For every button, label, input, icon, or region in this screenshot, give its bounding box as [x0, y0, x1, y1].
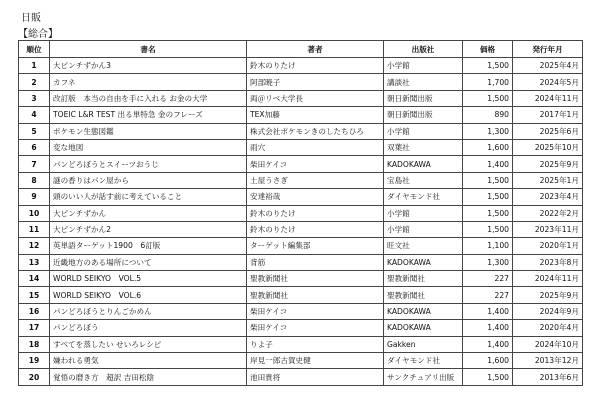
date-cell: 2024年11月 — [513, 90, 583, 106]
title-cell: 覚悟の磨き方 超訳 吉田松陰 — [50, 369, 247, 385]
document-title: 日販 — [21, 13, 41, 24]
date-cell: 2024年11月 — [513, 271, 583, 287]
date-cell: 2022年2月 — [513, 205, 583, 221]
table-row — [19, 172, 583, 188]
table-row — [19, 254, 583, 270]
publisher-cell: Gakken — [384, 336, 463, 352]
rank-cell: 8 — [19, 172, 50, 188]
rank-cell: 10 — [19, 205, 50, 221]
title-cell: 近畿地方のある場所について — [50, 254, 247, 270]
table-row — [19, 303, 583, 319]
section-title: 【総合】 — [18, 29, 58, 40]
price-cell: 1,500 — [463, 172, 513, 188]
author-cell: 雨穴 — [247, 139, 384, 155]
rank-cell: 4 — [19, 107, 50, 123]
title-cell: 頭のいい人が話す前に考えていること — [50, 189, 247, 205]
price-cell: 1,400 — [463, 336, 513, 352]
author-cell: 安達裕哉 — [247, 189, 384, 205]
author-cell: 両＠リベ大学長 — [247, 90, 384, 106]
publisher-cell: 朝日新聞出版 — [384, 107, 463, 123]
rank-cell: 13 — [19, 254, 50, 270]
price-cell: 1,400 — [463, 303, 513, 319]
rank-cell: 3 — [19, 90, 50, 106]
ranking-table — [18, 40, 583, 386]
table-row — [19, 336, 583, 352]
header-title: 書名 — [50, 41, 247, 58]
rank-cell: 1 — [19, 58, 50, 74]
rank-cell: 12 — [19, 238, 50, 254]
author-cell: 池田貴将 — [247, 369, 384, 385]
date-cell: 2013年12月 — [513, 353, 583, 369]
author-cell: りよ子 — [247, 336, 384, 352]
publisher-cell: ダイヤモンド社 — [384, 353, 463, 369]
publisher-cell: サンクチュアリ出版 — [384, 369, 463, 385]
publisher-cell: 小学館 — [384, 123, 463, 139]
title-cell: ポケモン生態図鑑 — [50, 123, 247, 139]
table-row — [19, 107, 583, 123]
author-cell: 鈴木のりたけ — [247, 58, 384, 74]
publisher-cell: 旺文社 — [384, 238, 463, 254]
price-cell: 1,700 — [463, 74, 513, 90]
publisher-cell: KADOKAWA — [384, 254, 463, 270]
title-cell: 大ピンチずかん — [50, 205, 247, 221]
rank-cell: 9 — [19, 189, 50, 205]
price-cell: 1,400 — [463, 320, 513, 336]
rank-cell: 5 — [19, 123, 50, 139]
author-cell: 鈴木のりたけ — [247, 205, 384, 221]
date-cell: 2023年11月 — [513, 221, 583, 237]
rank-cell: 17 — [19, 320, 50, 336]
publisher-cell: 聖教新聞社 — [384, 287, 463, 303]
table-row — [19, 74, 583, 90]
rank-cell: 20 — [19, 369, 50, 385]
price-cell: 1,300 — [463, 254, 513, 270]
price-cell: 1,100 — [463, 238, 513, 254]
author-cell: 柴田ケイコ — [247, 156, 384, 172]
date-cell: 2020年4月 — [513, 320, 583, 336]
rank-cell: 19 — [19, 353, 50, 369]
price-cell: 227 — [463, 287, 513, 303]
author-cell: ターゲット編集部 — [247, 238, 384, 254]
date-cell: 2020年1月 — [513, 238, 583, 254]
publisher-cell: KADOKAWA — [384, 320, 463, 336]
author-cell: 聖教新聞社 — [247, 271, 384, 287]
publisher-cell: 宝島社 — [384, 172, 463, 188]
price-cell: 227 — [463, 271, 513, 287]
date-cell: 2023年8月 — [513, 254, 583, 270]
price-cell: 1,400 — [463, 156, 513, 172]
title-cell: 謎の香りはパン屋から — [50, 172, 247, 188]
date-cell: 2024年5月 — [513, 74, 583, 90]
table-row — [19, 320, 583, 336]
publisher-cell: 双葉社 — [384, 139, 463, 155]
header-date: 発行年月 — [513, 41, 583, 58]
publisher-cell: 小学館 — [384, 58, 463, 74]
publisher-cell: KADOKAWA — [384, 156, 463, 172]
title-cell: カフネ — [50, 74, 247, 90]
title-cell: WORLD SEIKYO VOL.5 — [50, 271, 247, 287]
author-cell: 株式会社ポケモンきのしたちひろ — [247, 123, 384, 139]
title-cell: 変な地図 — [50, 139, 247, 155]
date-cell: 2025年9月 — [513, 287, 583, 303]
title-cell: 英単語ターゲット1900 6訂版 — [50, 238, 247, 254]
publisher-cell: ダイヤモンド社 — [384, 189, 463, 205]
date-cell: 2025年4月 — [513, 58, 583, 74]
price-cell: 1,600 — [463, 353, 513, 369]
price-cell: 1,500 — [463, 369, 513, 385]
date-cell: 2024年9月 — [513, 303, 583, 319]
price-cell: 1,600 — [463, 139, 513, 155]
title-cell: WORLD SEIKYO VOL.6 — [50, 287, 247, 303]
table-row — [19, 189, 583, 205]
header-publisher: 出版社 — [384, 41, 463, 58]
table-row — [19, 221, 583, 237]
table-row — [19, 287, 583, 303]
rank-cell: 11 — [19, 221, 50, 237]
date-cell: 2025年1月 — [513, 172, 583, 188]
header-row — [19, 41, 583, 58]
table-row — [19, 58, 583, 74]
table-row — [19, 369, 583, 385]
title-cell: 嫌われる勇気 — [50, 353, 247, 369]
table-row — [19, 139, 583, 155]
title-cell: パンどろぼうとりんごかめん — [50, 303, 247, 319]
table-row — [19, 238, 583, 254]
price-cell: 1,500 — [463, 189, 513, 205]
author-cell: 柴田ケイコ — [247, 320, 384, 336]
title-cell: 大ピンチずかん3 — [50, 58, 247, 74]
table-row — [19, 271, 583, 287]
price-cell: 1,500 — [463, 90, 513, 106]
rank-cell: 15 — [19, 287, 50, 303]
author-cell: 土屋うさぎ — [247, 172, 384, 188]
header-rank: 順位 — [19, 41, 50, 58]
date-cell: 2013年6月 — [513, 369, 583, 385]
author-cell: 阿部暁子 — [247, 74, 384, 90]
date-cell: 2023年4月 — [513, 189, 583, 205]
table-row — [19, 156, 583, 172]
price-cell: 1,300 — [463, 123, 513, 139]
header-price: 価格 — [463, 41, 513, 58]
author-cell: 柴田ケイコ — [247, 303, 384, 319]
publisher-cell: 聖教新聞社 — [384, 271, 463, 287]
table-row — [19, 205, 583, 221]
author-cell: TEX加藤 — [247, 107, 384, 123]
rank-cell: 6 — [19, 139, 50, 155]
author-cell: 聖教新聞社 — [247, 287, 384, 303]
date-cell: 2017年1月 — [513, 107, 583, 123]
header-author: 著者 — [247, 41, 384, 58]
author-cell: 岸見一郎古賀史健 — [247, 353, 384, 369]
date-cell: 2024年10月 — [513, 336, 583, 352]
publisher-cell: 小学館 — [384, 221, 463, 237]
price-cell: 890 — [463, 107, 513, 123]
rank-cell: 2 — [19, 74, 50, 90]
publisher-cell: 講談社 — [384, 74, 463, 90]
price-cell: 1,500 — [463, 58, 513, 74]
rank-cell: 7 — [19, 156, 50, 172]
author-cell: 背筋 — [247, 254, 384, 270]
date-cell: 2025年10月 — [513, 139, 583, 155]
date-cell: 2025年9月 — [513, 156, 583, 172]
publisher-cell: KADOKAWA — [384, 303, 463, 319]
publisher-cell: 朝日新聞出版 — [384, 90, 463, 106]
rank-cell: 14 — [19, 271, 50, 287]
price-cell: 1,500 — [463, 205, 513, 221]
title-cell: 改訂版 本当の自由を手に入れる お金の大学 — [50, 90, 247, 106]
table-row — [19, 90, 583, 106]
title-cell: 大ピンチずかん2 — [50, 221, 247, 237]
author-cell: 鈴木のりたけ — [247, 221, 384, 237]
date-cell: 2025年6月 — [513, 123, 583, 139]
publisher-cell: 小学館 — [384, 205, 463, 221]
price-cell: 1,500 — [463, 221, 513, 237]
rank-cell: 18 — [19, 336, 50, 352]
table-row — [19, 353, 583, 369]
table-row — [19, 123, 583, 139]
title-cell: パンどろぼう — [50, 320, 247, 336]
title-cell: TOEIC L&R TEST 出る単特急 金のフレーズ — [50, 107, 247, 123]
title-cell: すべてを蒸したい せいろレシピ — [50, 336, 247, 352]
title-cell: パンどろぼうとスイーツおうじ — [50, 156, 247, 172]
rank-cell: 16 — [19, 303, 50, 319]
